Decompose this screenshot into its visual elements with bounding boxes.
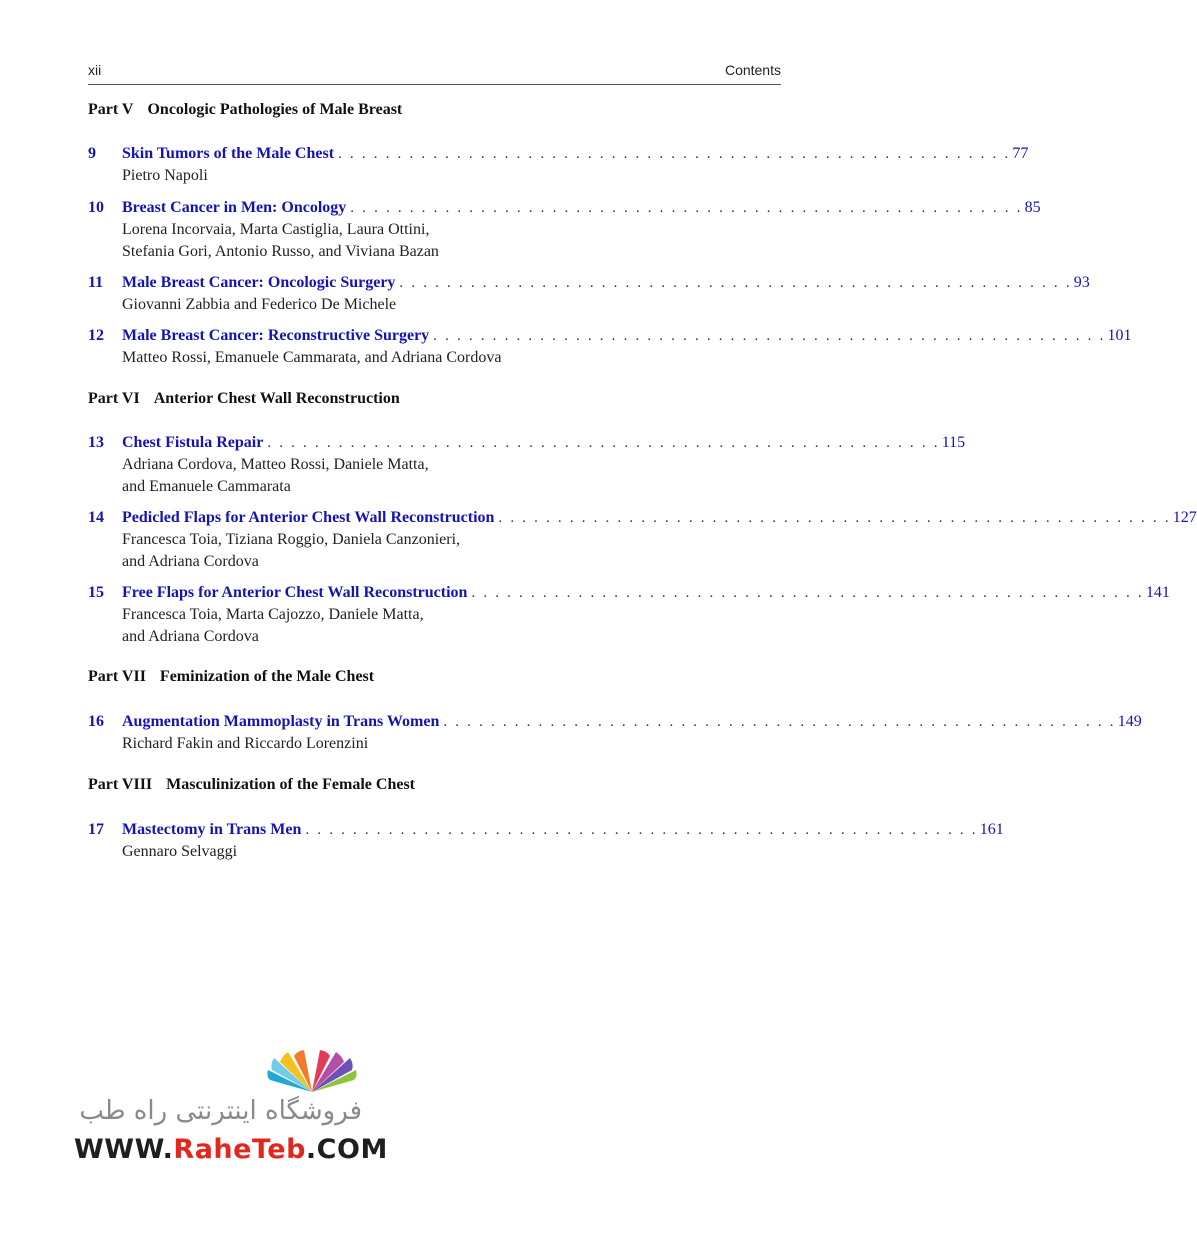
toc-entry-13[interactable] — [88, 432, 966, 497]
chapter-authors — [122, 165, 616, 187]
chapter-authors — [122, 733, 616, 755]
part-title: Oncologic Pathologies of Male Breast — [147, 101, 403, 118]
running-title: Contents — [724, 62, 781, 78]
author-line: Francesca Toia, Tiziana Roggio, Daniela Canzonieri, — [122, 531, 461, 548]
part-title: Anterior Chest Wall Reconstruction — [153, 390, 400, 407]
running-head — [88, 60, 781, 85]
chapter-number: 16 — [88, 713, 104, 730]
part-label: Part V — [88, 101, 134, 118]
part-heading-vi — [88, 390, 400, 408]
chapter-number: 12 — [88, 327, 104, 344]
part-title: Masculinization of the Female Chest — [166, 776, 416, 793]
leader-dots: . . . . . . . . . . . . . . . . . . . . . . . . . . . . . . . . . . . . . . . . . . . . . . . . . . . . . . . . . — [471, 585, 1144, 601]
chapter-number: 14 — [88, 509, 104, 526]
page-number-link[interactable]: 101 — [1107, 327, 1132, 344]
chapter-title-link[interactable]: Free Flaps for Anterior Chest Wall Reconstruction — [122, 584, 468, 601]
leader-dots: . . . . . . . . . . . . . . . . . . . . . . . . . . . . . . . . . . . . . . . . . . . . . . . . . . . . . . . . . — [350, 200, 1023, 216]
chapter-title-link[interactable]: Chest Fistula Repair — [122, 434, 264, 451]
toc-entry-17[interactable] — [88, 819, 1004, 863]
chapter-title-link[interactable]: Augmentation Mammoplasty in Trans Women — [122, 713, 440, 730]
leader-dots: . . . . . . . . . . . . . . . . . . . . . . . . . . . . . . . . . . . . . . . . . . . . . . . . . . . . . . . . . — [443, 714, 1116, 730]
page-number-link[interactable]: 141 — [1145, 584, 1170, 601]
page-number-link[interactable]: 161 — [979, 821, 1004, 838]
page-number-link[interactable]: 149 — [1117, 713, 1142, 730]
part-label: Part VIII — [88, 776, 153, 793]
chapter-number: 15 — [88, 584, 104, 601]
chapter-authors — [122, 454, 616, 497]
chapter-number: 9 — [88, 145, 96, 162]
chapter-number: 11 — [88, 274, 104, 291]
open-book-fan-icon — [264, 1050, 360, 1094]
leader-dots: . . . . . . . . . . . . . . . . . . . . . . . . . . . . . . . . . . . . . . . . . . . . . . . . . . . . . . . . . — [399, 275, 1072, 291]
author-line: Gennaro Selvaggi — [122, 843, 238, 860]
part-heading-v — [88, 101, 402, 119]
author-line: Lorena Incorvaia, Marta Castiglia, Laura Ottini, — [122, 221, 430, 238]
url-suffix: .COM — [305, 1134, 388, 1165]
watermark-persian-text: فروشگاه اینترنتی راه طب — [79, 1096, 362, 1126]
toc-entry-15[interactable] — [88, 582, 1170, 647]
page-number-link[interactable]: 127 — [1172, 509, 1197, 526]
toc-entry-16[interactable] — [88, 711, 1142, 755]
chapter-title-link[interactable]: Skin Tumors of the Male Chest — [122, 145, 335, 162]
author-line: and Adriana Cordova — [122, 627, 259, 645]
chapter-number: 13 — [88, 434, 104, 451]
author-line: Matteo Rossi, Emanuele Cammarata, and Adriana Cordova — [122, 349, 502, 366]
author-line: Pietro Napoli — [122, 167, 208, 184]
toc-entry-11[interactable] — [88, 272, 1090, 316]
chapter-authors — [122, 841, 616, 863]
leader-dots: . . . . . . . . . . . . . . . . . . . . . . . . . . . . . . . . . . . . . . . . . . . . . . . . . . . . . . . . . — [338, 146, 1011, 162]
chapter-title-link[interactable]: Mastectomy in Trans Men — [122, 821, 302, 838]
author-line: and Emanuele Cammarata — [122, 477, 291, 495]
author-line: and Adriana Cordova — [122, 552, 259, 570]
leader-dots: . . . . . . . . . . . . . . . . . . . . . . . . . . . . . . . . . . . . . . . . . . . . . . . . . . . . . . . . . — [498, 510, 1171, 526]
url-prefix: WWW. — [74, 1134, 174, 1165]
chapter-title-link[interactable]: Breast Cancer in Men: Oncology — [122, 199, 347, 216]
chapter-authors — [122, 219, 616, 262]
url-brand: RaheTeb — [173, 1134, 306, 1165]
leader-dots: . . . . . . . . . . . . . . . . . . . . . . . . . . . . . . . . . . . . . . . . . . . . . . . . . . . . . . . . . — [267, 435, 940, 451]
leader-dots: . . . . . . . . . . . . . . . . . . . . . . . . . . . . . . . . . . . . . . . . . . . . . . . . . . . . . . . . . — [305, 822, 978, 838]
leader-dots: . . . . . . . . . . . . . . . . . . . . . . . . . . . . . . . . . . . . . . . . . . . . . . . . . . . . . . . . . — [433, 328, 1106, 344]
page-number-link[interactable]: 93 — [1073, 274, 1090, 291]
part-label: Part VI — [88, 390, 140, 407]
chapter-title-link[interactable]: Male Breast Cancer: Reconstructive Surgery — [122, 327, 430, 344]
chapter-authors — [122, 347, 616, 369]
author-line: Giovanni Zabbia and Federico De Michele — [122, 296, 397, 313]
chapter-title-link[interactable]: Male Breast Cancer: Oncologic Surgery — [122, 274, 396, 291]
chapter-number: 10 — [88, 199, 104, 216]
chapter-authors — [122, 604, 616, 647]
toc-entry-10[interactable] — [88, 197, 1041, 262]
page-number-link[interactable]: 115 — [941, 434, 966, 451]
page-number-link[interactable]: 77 — [1012, 145, 1029, 162]
chapter-number: 17 — [88, 821, 104, 838]
watermark-logo — [68, 1050, 388, 1170]
watermark-url — [74, 1134, 388, 1165]
part-label: Part VII — [88, 668, 146, 685]
toc-entry-14[interactable] — [88, 507, 1197, 572]
page-folio: xii — [88, 62, 102, 78]
author-line: Richard Fakin and Riccardo Lorenzini — [122, 735, 369, 752]
part-heading-viii — [88, 776, 415, 794]
author-line: Stefania Gori, Antonio Russo, and Viviana Bazan — [122, 242, 439, 260]
author-line: Adriana Cordova, Matteo Rossi, Daniele Matta, — [122, 456, 429, 473]
page-number-link[interactable]: 85 — [1024, 199, 1041, 216]
toc-entry-12[interactable] — [88, 325, 1132, 369]
author-line: Francesca Toia, Marta Cajozzo, Daniele Matta, — [122, 606, 424, 623]
chapter-authors — [122, 529, 616, 572]
chapter-authors — [122, 294, 616, 316]
chapter-title-link[interactable]: Pedicled Flaps for Anterior Chest Wall Reconstruction — [122, 509, 495, 526]
part-heading-vii — [88, 668, 374, 686]
toc-entry-9[interactable] — [88, 143, 1029, 187]
part-title: Feminization of the Male Chest — [159, 668, 375, 685]
